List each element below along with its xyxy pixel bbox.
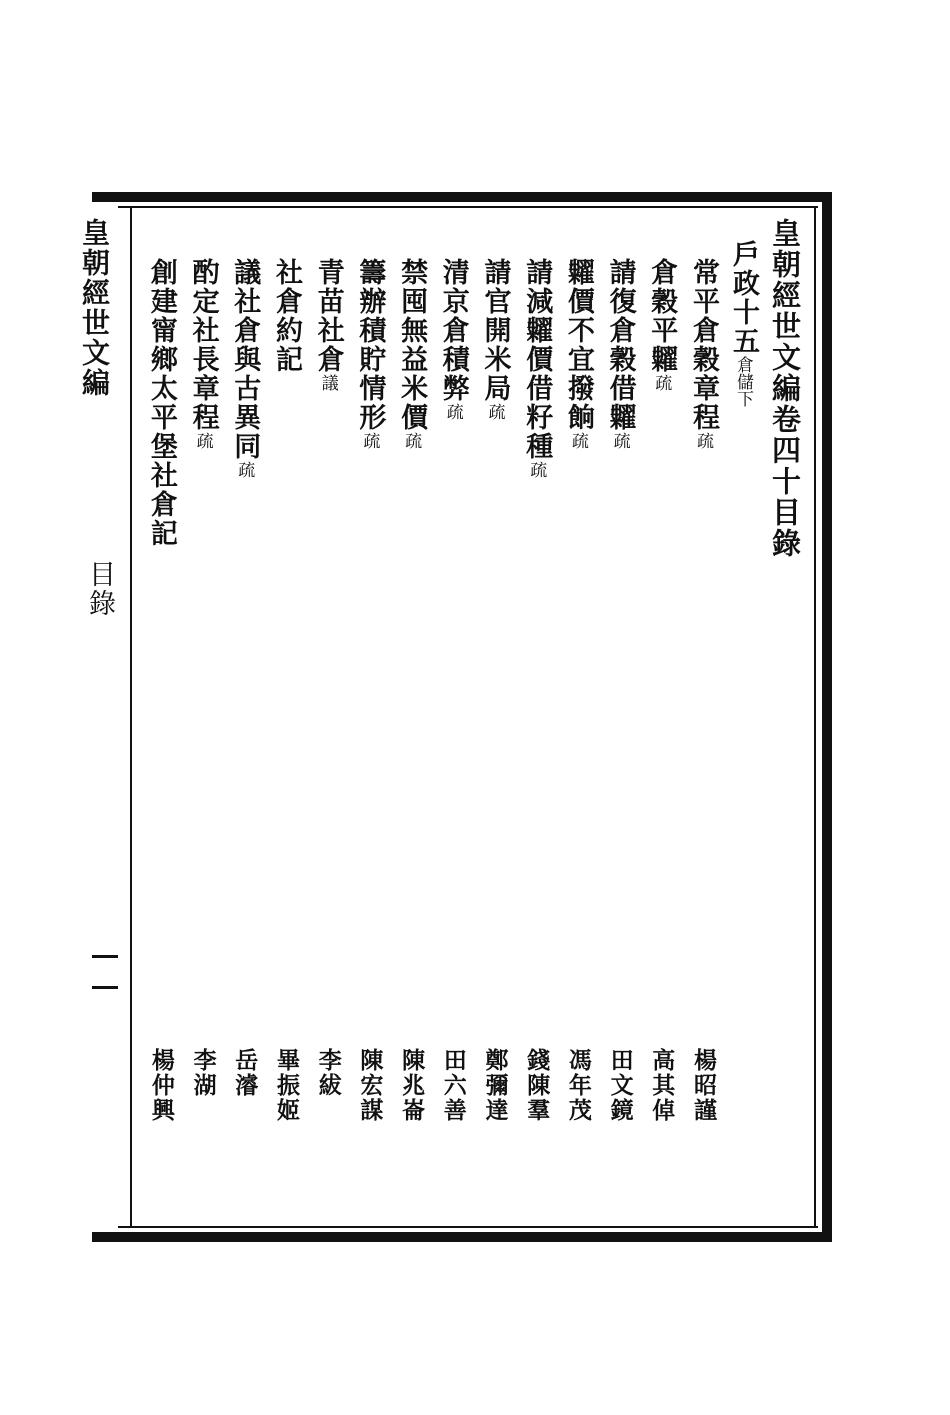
toc-entry-author: 李紱	[314, 1048, 342, 1098]
toc-entry-author: 李湖	[189, 1048, 217, 1098]
volume-title: 皇朝經世文編卷四十目錄	[768, 218, 802, 559]
section-heading	[730, 240, 757, 407]
toc-entry-author: 鄭彌達	[481, 1048, 509, 1123]
frame-margin-divider	[130, 206, 132, 1228]
toc-entry-title	[229, 258, 261, 478]
toc-entry-title	[354, 258, 386, 449]
toc-entry-title	[396, 258, 428, 449]
toc-entry-author: 田文鏡	[606, 1048, 634, 1123]
entry-title-text: 酌定社長章程	[187, 258, 219, 432]
toc-entry-title	[479, 258, 511, 420]
toc-entry-author: 田六善	[439, 1048, 467, 1123]
toc-entry-author: 錢陳羣	[523, 1048, 551, 1123]
entry-title-text: 社倉約記	[271, 258, 302, 374]
entry-genre-suffix: 疏	[401, 432, 422, 449]
toc-entry-author: 楊昭謹	[690, 1048, 717, 1123]
entry-title-text: 倉穀平糶	[646, 258, 678, 374]
frame-top-inner-border	[118, 206, 818, 208]
entry-title-text: 創建甯鄉太平堡社倉記	[145, 258, 177, 548]
toc-entry-title	[437, 258, 469, 420]
toc-entry-title	[604, 258, 636, 449]
toc-entry-title	[562, 258, 594, 449]
page-number-stroke	[92, 955, 118, 958]
toc-entry-title	[273, 258, 300, 374]
toc-entry-author: 陳宏謀	[356, 1048, 384, 1123]
entry-genre-suffix: 疏	[526, 461, 547, 478]
entry-title-text: 常平倉穀章程	[688, 258, 719, 432]
toc-entry-title	[690, 258, 717, 449]
entry-genre-suffix: 疏	[442, 403, 463, 420]
entry-genre-suffix: 疏	[693, 432, 713, 449]
section-main: 戶政十五	[728, 240, 759, 356]
entry-genre-suffix: 疏	[609, 432, 630, 449]
entry-genre-suffix: 議	[317, 374, 338, 391]
entry-title-text: 請減糶價借籽種	[521, 258, 553, 461]
page-number	[92, 955, 118, 1017]
section-note: 倉儲下	[733, 356, 753, 407]
entry-genre-suffix: 疏	[234, 461, 255, 478]
entry-title-text: 請復倉穀借糶	[604, 258, 636, 432]
toc-entry-title	[145, 258, 177, 548]
toc-entry-title	[187, 258, 219, 449]
entry-title-text: 議社倉與古異同	[229, 258, 261, 461]
frame-bottom-border	[92, 1232, 832, 1242]
entry-title-text: 青苗社倉	[312, 258, 344, 374]
entry-genre-suffix: 疏	[567, 432, 588, 449]
toc-entry-author: 高其倬	[648, 1048, 676, 1123]
entry-title-text: 籌辦積貯情形	[354, 258, 386, 432]
toc-entry-author: 畢振姬	[273, 1048, 300, 1123]
entry-genre-suffix: 疏	[484, 403, 505, 420]
frame-top-border	[92, 192, 832, 202]
entry-title-text: 清京倉積弊	[437, 258, 469, 403]
toc-entry-author: 楊仲興	[147, 1048, 175, 1123]
page-number-stroke	[92, 986, 118, 989]
margin-section-label: 目錄	[84, 560, 115, 618]
toc-entry-author: 馮年茂	[564, 1048, 592, 1123]
toc-entry-title	[521, 258, 553, 478]
entry-genre-suffix: 疏	[651, 374, 672, 391]
frame-right-border	[822, 192, 832, 1242]
toc-entry-author: 陳兆崙	[398, 1048, 426, 1123]
frame-bottom-inner-border	[118, 1226, 818, 1228]
frame-right-inner-border	[814, 206, 816, 1228]
toc-entry-title	[312, 258, 344, 391]
entry-title-text: 糶價不宜撥餉	[562, 258, 594, 432]
toc-entry-author: 岳濬	[231, 1048, 259, 1098]
entry-title-text: 請官開米局	[479, 258, 511, 403]
toc-entry-title	[646, 258, 678, 391]
entry-genre-suffix: 疏	[192, 432, 213, 449]
margin-book-title: 皇朝經世文編	[78, 218, 111, 398]
entry-genre-suffix: 疏	[359, 432, 380, 449]
entry-title-text: 禁囤無益米價	[396, 258, 428, 432]
